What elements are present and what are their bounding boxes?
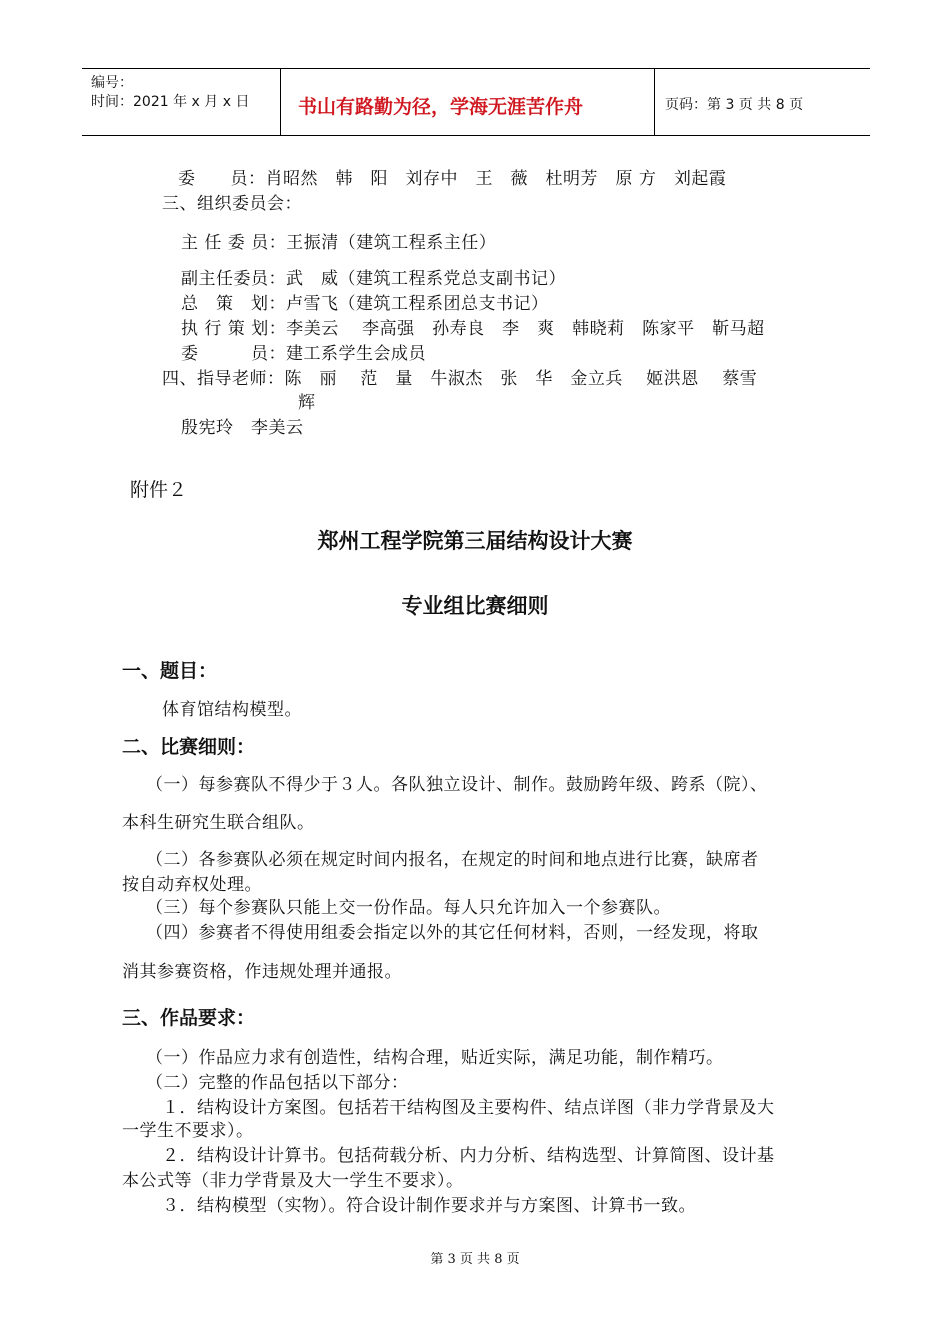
header-divider-right [654,68,655,135]
organizing-director: 主 任 委 员：王振清（建筑工程系主任） [181,233,497,253]
document-title: 郑州工程学院第三届结构设计大赛 [317,529,633,553]
section-1-heading: 一、题目： [122,660,218,682]
header-bottom-border [82,135,870,136]
organizing-committee-heading: 三、组织委员会： [162,194,302,214]
section-3-paragraph-2: （二）完整的作品包括以下部分： [146,1073,409,1093]
organizing-planner: 总 策 划：卢雪飞（建筑工程系团总支书记） [181,294,549,314]
section-3-heading: 三、作品要求： [122,1007,256,1029]
section-2-heading: 二、比赛细则： [122,736,256,758]
document-time-label: 时间：2021 年 x 月 x 日 [91,94,250,110]
section-3-item-1a: １．结构设计方案图。包括若干结构图及主要构件、结点详图（非力学背景及大 [162,1098,775,1118]
committee-members-line: 委 员：肖昭然 韩 阳 刘存中 王 薇 杜明芳 原 方 刘起霞 [178,169,727,189]
section-2-paragraph-2b: 按自动弃权处理。 [122,875,262,895]
organizing-members: 委 员：建工系学生会成员 [181,344,426,364]
section-3-paragraph-1: （一）作品应力求有创造性，结构合理，贴近实际，满足功能，制作精巧。 [146,1048,724,1068]
section-3-item-3: ３．结构模型（实物）。符合设计制作要求并与方案图、计算书一致。 [162,1196,696,1216]
organizing-vice-director: 副主任委员：武 威（建筑工程系党总支副书记） [181,269,566,289]
section-2-paragraph-4b: 消其参赛资格，作违规处理并通报。 [122,962,402,982]
document-subtitle: 专业组比赛细则 [401,594,549,618]
header-divider-left [280,68,281,135]
header-motto: 书山有路勤为径，学海无涯苦作舟 [298,96,584,118]
section-1-text: 体育馆结构模型。 [162,700,302,720]
document-number-label: 编号： [91,75,133,91]
section-2-paragraph-1a: （一）每参赛队不得少于３人。各队独立设计、制作。鼓励跨年级、跨系（院）、 [146,775,768,795]
section-3-item-2b: 本公式等（非力学背景及大一学生不要求）。 [122,1171,464,1191]
organizing-exec-planners: 执 行 策 划：李美云 李高强 孙寿良 李 爽 韩晓莉 陈家平 靳马超 [181,319,765,339]
section-3-item-2a: ２．结构设计计算书。包括荷载分析、内力分析、结构选型、计算简图、设计基 [162,1146,775,1166]
advisors-line: 四、指导老师：陈 丽 范 量 牛淑杰 张 华 金立兵 姬洪恩 蔡雪 [162,369,758,389]
section-2-paragraph-3: （三）每个参赛队只能上交一份作品。每人只允许加入一个参赛队。 [146,898,671,918]
footer-page-number: 第 3 页 共 8 页 [430,1252,520,1267]
header-page-code: 页码：第 3 页 共 8 页 [665,97,804,113]
advisors-line-2: 殷宪玲 李美云 [181,418,304,438]
section-3-item-1b: 一学生不要求）。 [122,1121,254,1141]
attachment-label: 附件２ [130,479,188,501]
section-2-paragraph-1b: 本科生研究生联合组队。 [122,813,315,833]
header-top-border [82,68,870,69]
section-2-paragraph-2a: （二）各参赛队必须在规定时间内报名，在规定的时间和地点进行比赛，缺席者 [146,850,759,870]
section-2-paragraph-4a: （四）参赛者不得使用组委会指定以外的其它任何材料，否则，一经发现，将取 [146,923,759,943]
advisors-line-wrap: 辉 [298,393,316,413]
